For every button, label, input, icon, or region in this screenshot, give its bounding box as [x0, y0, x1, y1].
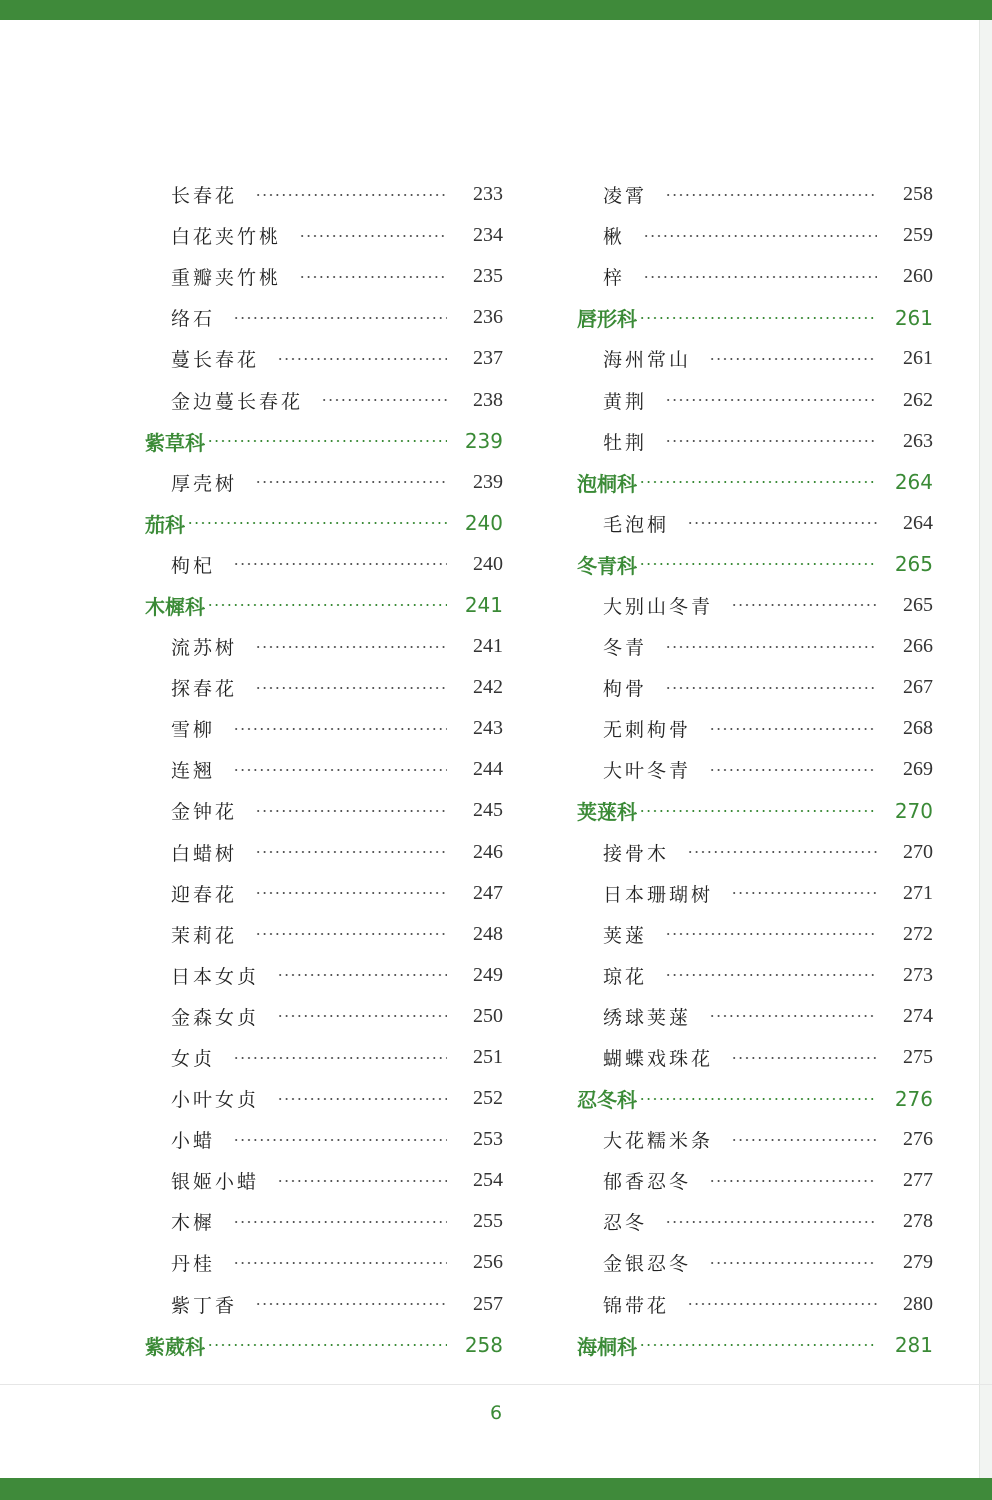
entry-name: 绣球荚蒾	[603, 1006, 692, 1029]
entry-page-number: 264	[903, 511, 933, 534]
entry-name: 凌霄	[603, 185, 648, 208]
toc-species-entry[interactable]	[145, 708, 503, 749]
dot-leader	[255, 646, 447, 648]
dot-leader	[255, 810, 447, 812]
entry-page-number: 274	[903, 1004, 933, 1027]
dot-leader	[233, 1139, 447, 1141]
entry-name: 冬青科	[577, 553, 637, 578]
top-green-bar	[0, 0, 992, 20]
entry-page-number: 262	[903, 388, 933, 411]
entry-page-number: 267	[903, 676, 933, 699]
dot-leader	[255, 194, 447, 196]
entry-page-number: 245	[473, 799, 503, 822]
toc-species-entry[interactable]	[577, 832, 933, 873]
entry-page-number: 251	[473, 1046, 503, 1069]
entry-name: 女贞	[171, 1048, 216, 1071]
dot-leader	[255, 933, 447, 935]
toc-right-column	[577, 174, 933, 1366]
toc-family-entry[interactable]	[145, 585, 503, 626]
entry-page-number: 268	[903, 717, 933, 740]
entry-name: 枸骨	[603, 678, 648, 701]
toc-species-entry[interactable]	[145, 1078, 503, 1119]
entry-page-number: 272	[903, 922, 933, 945]
entry-name: 蔓长春花	[171, 349, 260, 372]
entry-page-number: 241	[473, 635, 503, 658]
entry-name: 锦带花	[603, 1294, 670, 1317]
toc-species-entry[interactable]	[145, 790, 503, 831]
bottom-green-bar	[0, 1478, 992, 1500]
toc-species-entry[interactable]	[145, 1160, 503, 1201]
toc-species-entry[interactable]	[577, 873, 933, 914]
entry-page-number: 238	[473, 388, 503, 411]
entry-page-number: 265	[894, 552, 933, 577]
dot-leader	[255, 687, 447, 689]
toc-species-entry[interactable]	[577, 1201, 933, 1242]
dot-leader	[687, 851, 877, 853]
entry-name: 郁香忍冬	[603, 1171, 692, 1194]
entry-page-number: 259	[903, 224, 933, 247]
toc-species-entry[interactable]	[577, 585, 933, 626]
dot-leader	[233, 728, 447, 730]
page-number: 6	[489, 1402, 503, 1424]
entry-name: 茄科	[145, 512, 185, 537]
dot-leader	[731, 1139, 877, 1141]
entry-page-number: 260	[903, 265, 933, 288]
entry-page-number: 236	[473, 306, 503, 329]
entry-name: 牡荆	[603, 431, 648, 454]
entry-name: 无刺枸骨	[603, 719, 692, 742]
toc-family-entry[interactable]	[577, 1325, 933, 1366]
toc-species-entry[interactable]	[577, 1242, 933, 1283]
dot-leader	[299, 276, 447, 278]
entry-name: 大叶冬青	[603, 760, 692, 783]
entry-name: 荚蒾科	[577, 800, 637, 825]
dot-leader	[687, 1303, 877, 1305]
entry-name: 荚蒾	[603, 924, 648, 947]
entry-name: 紫丁香	[171, 1294, 238, 1317]
dot-leader	[665, 399, 877, 401]
dot-leader	[709, 769, 877, 771]
dot-leader	[665, 974, 877, 976]
entry-page-number: 279	[903, 1251, 933, 1274]
entry-name: 毛泡桐	[603, 513, 670, 536]
toc-species-entry[interactable]	[145, 873, 503, 914]
entry-page-number: 271	[903, 881, 933, 904]
toc-family-entry[interactable]	[577, 544, 933, 585]
entry-page-number: 280	[903, 1292, 933, 1315]
entry-page-number: 233	[473, 183, 503, 206]
dot-leader	[233, 1221, 447, 1223]
entry-page-number: 254	[473, 1169, 503, 1192]
dot-leader	[639, 1098, 877, 1100]
entry-name: 金森女贞	[171, 1006, 260, 1029]
toc-family-entry[interactable]	[577, 462, 933, 503]
toc-species-entry[interactable]	[145, 544, 503, 585]
entry-name: 厚壳树	[171, 472, 238, 495]
entry-page-number: 242	[473, 676, 503, 699]
toc-species-entry[interactable]	[577, 379, 933, 420]
entry-name: 丹桂	[171, 1253, 216, 1276]
toc-species-entry[interactable]	[577, 256, 933, 297]
entry-page-number: 278	[903, 1210, 933, 1233]
dot-leader	[665, 1221, 877, 1223]
toc-species-entry[interactable]	[577, 1119, 933, 1160]
dot-leader	[255, 481, 447, 483]
dot-leader	[233, 317, 447, 319]
dot-leader	[277, 1180, 447, 1182]
dot-leader	[277, 974, 447, 976]
entry-name: 金边蔓长春花	[171, 390, 304, 413]
entry-name: 黄荆	[603, 390, 648, 413]
dot-leader	[233, 563, 447, 565]
page-edge	[979, 20, 992, 1478]
toc-species-entry[interactable]	[577, 955, 933, 996]
entry-page-number: 243	[473, 717, 503, 740]
dot-leader	[665, 687, 877, 689]
entry-name: 枸杞	[171, 554, 216, 577]
toc-species-entry[interactable]	[577, 626, 933, 667]
entry-page-number: 252	[473, 1087, 503, 1110]
entry-page-number: 241	[464, 593, 503, 618]
toc-left-column	[145, 174, 503, 1366]
toc-species-entry[interactable]	[577, 421, 933, 462]
dot-leader	[709, 1015, 877, 1017]
dot-leader	[277, 1098, 447, 1100]
dot-leader	[639, 1344, 877, 1346]
entry-name: 接骨木	[603, 842, 670, 865]
toc-species-entry[interactable]	[145, 1284, 503, 1325]
toc-species-entry[interactable]	[145, 996, 503, 1037]
toc-family-entry[interactable]	[577, 790, 933, 831]
entry-name: 探春花	[171, 678, 238, 701]
entry-page-number: 265	[903, 593, 933, 616]
toc-family-entry[interactable]	[145, 503, 503, 544]
entry-page-number: 239	[464, 429, 503, 454]
entry-name: 连翘	[171, 760, 216, 783]
toc-species-entry[interactable]	[145, 297, 503, 338]
dot-leader	[665, 933, 877, 935]
toc-species-entry[interactable]	[577, 749, 933, 790]
dot-leader	[299, 235, 447, 237]
toc-species-entry[interactable]	[577, 1037, 933, 1078]
toc-species-entry[interactable]	[145, 215, 503, 256]
dot-leader	[277, 358, 447, 360]
toc-species-entry[interactable]	[145, 914, 503, 955]
toc-species-entry[interactable]	[145, 379, 503, 420]
entry-page-number: 255	[473, 1210, 503, 1233]
dot-leader	[639, 317, 877, 319]
entry-name: 木樨	[171, 1212, 216, 1235]
entry-name: 络石	[171, 308, 216, 331]
entry-page-number: 246	[473, 840, 503, 863]
dot-leader	[321, 399, 447, 401]
dot-leader	[207, 440, 447, 442]
entry-page-number: 240	[464, 511, 503, 536]
entry-page-number: 253	[473, 1128, 503, 1151]
dot-leader	[277, 1015, 447, 1017]
entry-page-number: 235	[473, 265, 503, 288]
dot-leader	[255, 851, 447, 853]
toc-species-entry[interactable]	[145, 626, 503, 667]
dot-leader	[639, 481, 877, 483]
entry-name: 海桐科	[577, 1334, 637, 1359]
entry-page-number: 249	[473, 963, 503, 986]
toc-species-entry[interactable]	[145, 1201, 503, 1242]
entry-name: 冬青	[603, 637, 648, 660]
entry-page-number: 244	[473, 758, 503, 781]
entry-name: 泡桐科	[577, 471, 637, 496]
entry-name: 银姬小蜡	[171, 1171, 260, 1194]
footer-rule	[0, 1384, 992, 1385]
entry-name: 重瓣夹竹桃	[171, 267, 282, 290]
dot-leader	[687, 522, 877, 524]
entry-page-number: 239	[473, 470, 503, 493]
toc-species-entry[interactable]	[145, 256, 503, 297]
entry-page-number: 275	[903, 1046, 933, 1069]
toc-species-entry[interactable]	[145, 462, 503, 503]
entry-name: 大别山冬青	[603, 595, 714, 618]
entry-name: 楸	[603, 226, 626, 249]
entry-name: 流苏树	[171, 637, 238, 660]
entry-name: 白花夹竹桃	[171, 226, 282, 249]
toc-species-entry[interactable]	[577, 338, 933, 379]
toc-species-entry[interactable]	[577, 215, 933, 256]
entry-name: 白蜡树	[171, 842, 238, 865]
entry-name: 小叶女贞	[171, 1089, 260, 1112]
entry-page-number: 248	[473, 922, 503, 945]
toc-family-entry[interactable]	[145, 1325, 503, 1366]
dot-leader	[207, 604, 447, 606]
toc-family-entry[interactable]	[145, 421, 503, 462]
dot-leader	[731, 1057, 877, 1059]
toc-family-entry[interactable]	[577, 297, 933, 338]
entry-page-number: 276	[894, 1086, 933, 1111]
entry-name: 海州常山	[603, 349, 692, 372]
dot-leader	[207, 1344, 447, 1346]
dot-leader	[665, 194, 877, 196]
dot-leader	[665, 646, 877, 648]
toc-family-entry[interactable]	[577, 1078, 933, 1119]
entry-page-number: 277	[903, 1169, 933, 1192]
entry-name: 蝴蝶戏珠花	[603, 1048, 714, 1071]
entry-page-number: 276	[903, 1128, 933, 1151]
entry-page-number: 237	[473, 347, 503, 370]
toc-species-entry[interactable]	[577, 708, 933, 749]
dot-leader	[233, 1057, 447, 1059]
dot-leader	[709, 358, 877, 360]
entry-name: 金银忍冬	[603, 1253, 692, 1276]
dot-leader	[665, 440, 877, 442]
entry-page-number: 247	[473, 881, 503, 904]
toc-species-entry[interactable]	[145, 338, 503, 379]
entry-name: 琼花	[603, 965, 648, 988]
dot-leader	[709, 1180, 877, 1182]
entry-page-number: 273	[903, 963, 933, 986]
dot-leader	[255, 892, 447, 894]
dot-leader	[639, 810, 877, 812]
entry-page-number: 257	[473, 1292, 503, 1315]
toc-species-entry[interactable]	[145, 1242, 503, 1283]
dot-leader	[233, 1262, 447, 1264]
entry-name: 茉莉花	[171, 924, 238, 947]
toc-species-entry[interactable]	[145, 832, 503, 873]
entry-page-number: 261	[903, 347, 933, 370]
entry-name: 木樨科	[145, 594, 205, 619]
entry-page-number: 264	[894, 470, 933, 495]
dot-leader	[709, 1262, 877, 1264]
entry-name: 长春花	[171, 185, 238, 208]
dot-leader	[187, 522, 447, 524]
entry-name: 唇形科	[577, 307, 637, 332]
entry-name: 紫草科	[145, 430, 205, 455]
toc-species-entry[interactable]	[145, 667, 503, 708]
entry-page-number: 261	[894, 305, 933, 330]
entry-name: 忍冬	[603, 1212, 648, 1235]
toc-species-entry[interactable]	[577, 503, 933, 544]
toc-species-entry[interactable]	[577, 1160, 933, 1201]
entry-name: 梓	[603, 267, 626, 290]
entry-name: 日本女贞	[171, 965, 260, 988]
entry-name: 紫葳科	[145, 1334, 205, 1359]
entry-name: 迎春花	[171, 883, 238, 906]
dot-leader	[255, 1303, 447, 1305]
entry-name: 忍冬科	[577, 1088, 637, 1113]
entry-name: 雪柳	[171, 719, 216, 742]
toc-species-entry[interactable]	[577, 914, 933, 955]
entry-page-number: 266	[903, 635, 933, 658]
entry-page-number: 234	[473, 224, 503, 247]
dot-leader	[639, 563, 877, 565]
toc-species-entry[interactable]	[145, 749, 503, 790]
dot-leader	[731, 892, 877, 894]
toc-species-entry[interactable]	[145, 1037, 503, 1078]
entry-page-number: 281	[894, 1333, 933, 1358]
toc-species-entry[interactable]	[577, 1284, 933, 1325]
entry-name: 大花糯米条	[603, 1130, 714, 1153]
dot-leader	[731, 604, 877, 606]
toc-species-entry[interactable]	[577, 667, 933, 708]
toc-species-entry[interactable]	[145, 955, 503, 996]
toc-species-entry[interactable]	[145, 174, 503, 215]
entry-page-number: 250	[473, 1004, 503, 1027]
dot-leader	[709, 728, 877, 730]
entry-page-number: 269	[903, 758, 933, 781]
entry-page-number: 263	[903, 429, 933, 452]
toc-species-entry[interactable]	[577, 996, 933, 1037]
entry-name: 金钟花	[171, 801, 238, 824]
entry-page-number: 240	[473, 552, 503, 575]
toc-species-entry[interactable]	[145, 1119, 503, 1160]
entry-page-number: 256	[473, 1251, 503, 1274]
dot-leader	[643, 235, 877, 237]
dot-leader	[643, 276, 877, 278]
entry-page-number: 270	[903, 840, 933, 863]
entry-page-number: 258	[903, 183, 933, 206]
entry-name: 日本珊瑚树	[603, 883, 714, 906]
toc-species-entry[interactable]	[577, 174, 933, 215]
entry-name: 小蜡	[171, 1130, 216, 1153]
entry-page-number: 258	[464, 1333, 503, 1358]
entry-page-number: 270	[894, 798, 933, 823]
dot-leader	[233, 769, 447, 771]
